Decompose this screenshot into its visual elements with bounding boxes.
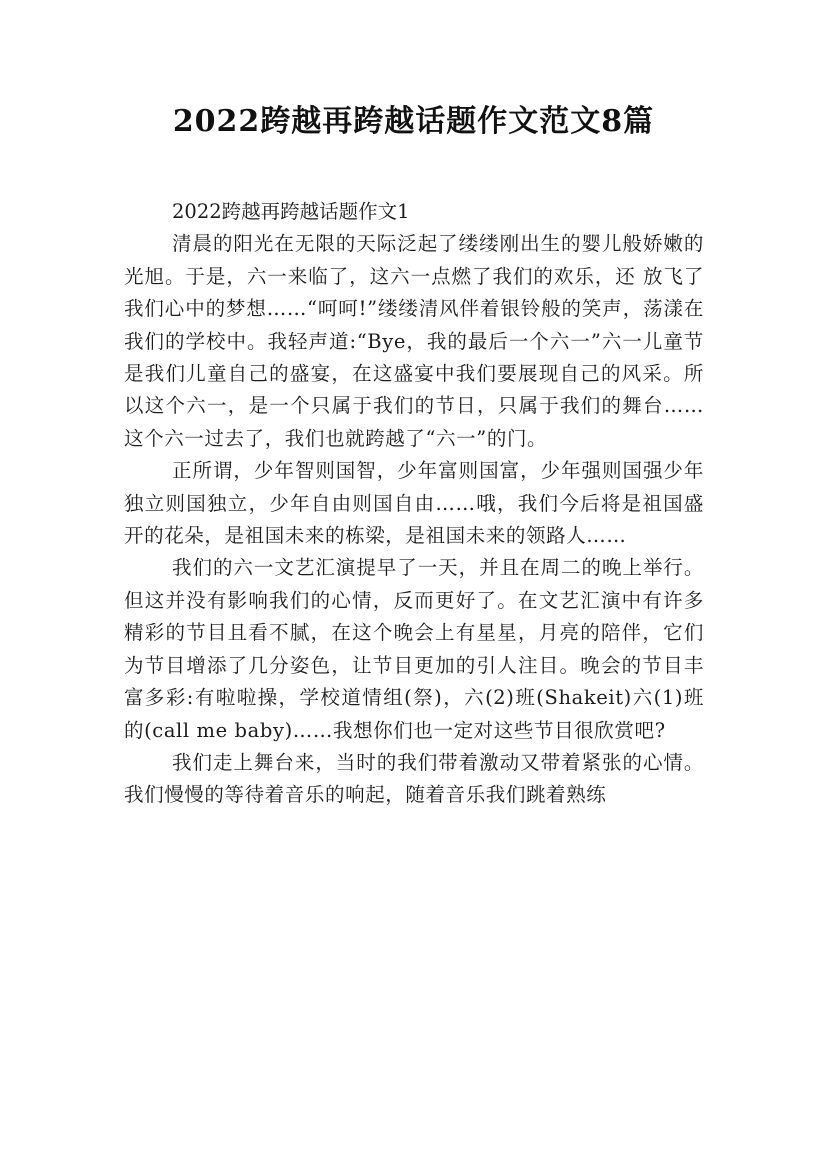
paragraph: 我们走上舞台来，当时的我们带着激动又带着紧张的心情。我们慢慢的等待着音乐的响起，随着音乐我们跳着熟练 bbox=[124, 750, 704, 807]
document-title: 2022跨越再跨越话题作文范文8篇 bbox=[172, 104, 655, 139]
paragraph: 清晨的阳光在无限的天际泛起了缕缕刚出生的婴儿般娇嫩的光旭。于是，六一来临了，这六一点燃了我们的欢乐，还 放飞了我们心中的梦想……“呵呵!”缕缕清风伴着银铃般的笑声，荡漾在我们的学校中。我轻声道:“Bye，我的最后一个六一”六一儿童节是我们儿童自己的盛宴，在这盛宴中我们要展现自己的风采。所以这个六一，是一个只属于我们的节日，只属于我们的舞台……这个六一过去了，我们也就跨越了“六一”的门。 bbox=[124, 232, 704, 450]
essay-subtitle: 2022跨越再跨越话题作文1 bbox=[172, 200, 410, 223]
paragraph: 我们的六一文艺汇演提早了一天，并且在周二的晚上举行。但这并没有影响我们的心情，反而更好了。在文艺汇演中有许多精彩的节目且看不腻，在这个晚会上有星星，月亮的陪伴，它们为节目增添了几分姿色，让节目更加的引人注目。晚会的节目丰富多彩:有啦啦操，学校道情组(祭)，六(2)班(Shakeit)六(1)班的(call me baby)……我想你们也一定对这些节目很欣赏吧? bbox=[124, 556, 704, 742]
document-body bbox=[124, 196, 704, 812]
paragraph: 正所谓，少年智则国智，少年富则国富，少年强则国强少年独立则国独立，少年自由则国自由……哦，我们今后将是祖国盛开的花朵，是祖国未来的栋梁，是祖国未来的领路人…… bbox=[124, 459, 704, 548]
